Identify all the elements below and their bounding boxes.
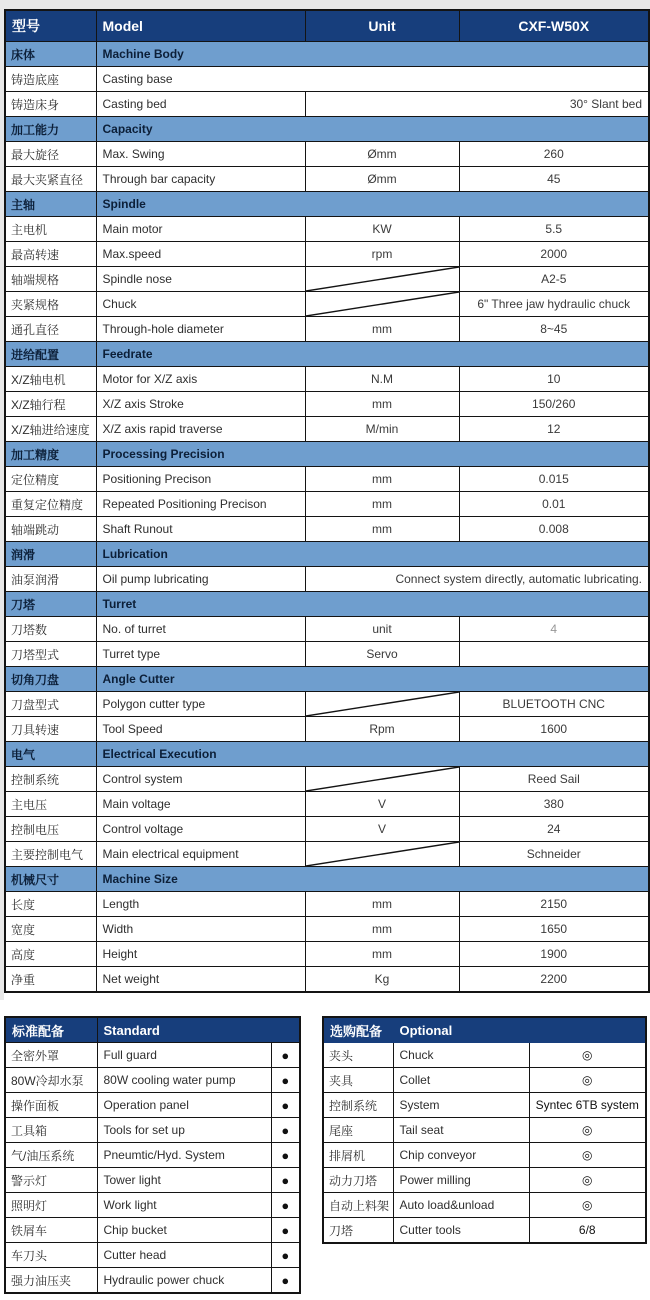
spec-row xyxy=(5,892,649,917)
spec-value: 5.5 xyxy=(459,217,649,242)
spec-label-en: Spindle nose xyxy=(96,267,305,292)
optional-item-label-cn: 刀塔 xyxy=(323,1218,393,1244)
section-row xyxy=(5,442,649,467)
spec-unit: Rpm xyxy=(305,717,459,742)
optional-header-cn: 选购配备 xyxy=(323,1017,393,1043)
spec-label-cn: 定位精度 xyxy=(5,467,96,492)
spec-value: A2-5 xyxy=(459,267,649,292)
unit-cell-diagonal xyxy=(305,842,459,867)
optional-item-label-en: Collet xyxy=(393,1068,529,1093)
unit-cell-diagonal xyxy=(305,692,459,717)
section-label-en: Angle Cutter xyxy=(96,667,649,692)
diagonal-slash-icon xyxy=(306,767,459,791)
spec-label-en: Control voltage xyxy=(96,817,305,842)
spec-unit: mm xyxy=(305,467,459,492)
standard-item-label-en: Hydraulic power chuck xyxy=(97,1268,271,1294)
optional-item-mark: ◎ xyxy=(529,1068,646,1093)
optional-item-label-cn: 动力刀塔 xyxy=(323,1168,393,1193)
spec-label-cn: 控制电压 xyxy=(5,817,96,842)
spec-label-en: Length xyxy=(96,892,305,917)
standard-item-label-en: Operation panel xyxy=(97,1093,271,1118)
spec-label-cn: 夹紧规格 xyxy=(5,292,96,317)
diagonal-slash-icon xyxy=(306,292,459,316)
section-label-en: Electrical Execution xyxy=(96,742,649,767)
section-label-en: Machine Size xyxy=(96,867,649,892)
spec-unit: Kg xyxy=(305,967,459,993)
spec-label-cn: 主要控制电气 xyxy=(5,842,96,867)
spec-value xyxy=(459,642,649,667)
spec-label-en: Chuck xyxy=(96,292,305,317)
spec-label-cn: 控制系统 xyxy=(5,767,96,792)
spec-row xyxy=(5,967,649,993)
spec-unit: Servo xyxy=(305,642,459,667)
spec-value: 2150 xyxy=(459,892,649,917)
standard-equipment-table xyxy=(4,1016,301,1294)
spec-label-cn: 刀塔型式 xyxy=(5,642,96,667)
optional-item-mark: 6/8 xyxy=(529,1218,646,1244)
optional-item-label-cn: 尾座 xyxy=(323,1118,393,1143)
spec-row xyxy=(5,67,649,92)
optional-item-label-en: Chuck xyxy=(393,1043,529,1068)
spec-row xyxy=(5,242,649,267)
spec-row xyxy=(5,692,649,717)
page-edge-strip-top xyxy=(0,0,650,9)
unit-cell-diagonal xyxy=(305,267,459,292)
spec-value: 0.008 xyxy=(459,517,649,542)
optional-item-mark: ◎ xyxy=(529,1118,646,1143)
spec-label-en: Polygon cutter type xyxy=(96,692,305,717)
optional-item-label-en: Auto load&unload xyxy=(393,1193,529,1218)
spec-value: 24 xyxy=(459,817,649,842)
spec-label-cn: 最大旋径 xyxy=(5,142,96,167)
optional-item-label-cn: 自动上料架 xyxy=(323,1193,393,1218)
spec-row xyxy=(5,942,649,967)
spec-unit: V xyxy=(305,817,459,842)
spec-row xyxy=(5,267,649,292)
header-unit-label: Unit xyxy=(305,10,459,42)
spec-value: 30° Slant bed xyxy=(305,92,649,117)
spec-unit: mm xyxy=(305,317,459,342)
spec-unit: V xyxy=(305,792,459,817)
spec-label-en: Width xyxy=(96,917,305,942)
standard-item-mark: ● xyxy=(271,1118,300,1143)
optional-item-label-en: Chip conveyor xyxy=(393,1143,529,1168)
section-row xyxy=(5,117,649,142)
spec-label-cn: 主电机 xyxy=(5,217,96,242)
standard-item-label-cn: 强力油压夹 xyxy=(5,1268,97,1294)
standard-item-label-en: Tower light xyxy=(97,1168,271,1193)
spec-unit: M/min xyxy=(305,417,459,442)
standard-item-row xyxy=(5,1118,300,1143)
standard-item-mark: ● xyxy=(271,1143,300,1168)
section-row xyxy=(5,342,649,367)
spec-label-en: Through-hole diameter xyxy=(96,317,305,342)
spec-value: 8~45 xyxy=(459,317,649,342)
optional-item-label-cn: 夹头 xyxy=(323,1043,393,1068)
standard-item-label-cn: 气/油压系统 xyxy=(5,1143,97,1168)
section-label-en: Feedrate xyxy=(96,342,649,367)
section-row xyxy=(5,42,649,67)
spec-value: Schneider xyxy=(459,842,649,867)
standard-item-row xyxy=(5,1193,300,1218)
standard-item-label-cn: 操作面板 xyxy=(5,1093,97,1118)
spec-label-en: Main motor xyxy=(96,217,305,242)
section-label-en: Turret xyxy=(96,592,649,617)
standard-item-row xyxy=(5,1143,300,1168)
standard-item-label-en: Chip bucket xyxy=(97,1218,271,1243)
standard-item-row xyxy=(5,1268,300,1294)
optional-item-row xyxy=(323,1168,646,1193)
spec-value: 380 xyxy=(459,792,649,817)
spec-unit: rpm xyxy=(305,242,459,267)
spec-unit: Ømm xyxy=(305,142,459,167)
standard-table-header-row xyxy=(5,1017,300,1043)
spec-label-en: Tool Speed xyxy=(96,717,305,742)
spec-row xyxy=(5,167,649,192)
spec-row xyxy=(5,642,649,667)
unit-cell-diagonal xyxy=(305,292,459,317)
spec-label-en: Shaft Runout xyxy=(96,517,305,542)
spec-unit: mm xyxy=(305,492,459,517)
spec-value: 150/260 xyxy=(459,392,649,417)
spec-unit: KW xyxy=(305,217,459,242)
spec-label-cn: 通孔直径 xyxy=(5,317,96,342)
spec-label-en: Net weight xyxy=(96,967,305,993)
optional-equipment-table xyxy=(322,1016,647,1244)
section-label-cn: 主轴 xyxy=(5,192,96,217)
spec-label-cn: 刀盘型式 xyxy=(5,692,96,717)
spec-value: Reed Sail xyxy=(459,767,649,792)
spec-value: 2200 xyxy=(459,967,649,993)
diagonal-slash-icon xyxy=(306,692,459,716)
spec-row xyxy=(5,917,649,942)
spec-value: 4 xyxy=(459,617,649,642)
spec-row xyxy=(5,317,649,342)
spec-label-cn: 油泵润滑 xyxy=(5,567,96,592)
optional-item-mark: ◎ xyxy=(529,1193,646,1218)
optional-table-header-row xyxy=(323,1017,646,1043)
spec-label-cn: 轴端规格 xyxy=(5,267,96,292)
standard-item-label-cn: 照明灯 xyxy=(5,1193,97,1218)
spec-unit: mm xyxy=(305,942,459,967)
spec-value: 0.01 xyxy=(459,492,649,517)
spec-label-en: Main electrical equipment xyxy=(96,842,305,867)
standard-item-row xyxy=(5,1168,300,1193)
section-label-en: Capacity xyxy=(96,117,649,142)
section-row xyxy=(5,592,649,617)
spec-row xyxy=(5,617,649,642)
standard-item-label-cn: 铁屑车 xyxy=(5,1218,97,1243)
spec-label-cn: 重复定位精度 xyxy=(5,492,96,517)
spec-label-en: Height xyxy=(96,942,305,967)
spec-label-cn: 长度 xyxy=(5,892,96,917)
header-model-value: CXF-W50X xyxy=(459,10,649,42)
section-label-en: Processing Precision xyxy=(96,442,649,467)
unit-cell-diagonal xyxy=(305,767,459,792)
spec-label-cn: X/Z轴进给速度 xyxy=(5,417,96,442)
standard-item-mark: ● xyxy=(271,1268,300,1294)
section-label-cn: 加工能力 xyxy=(5,117,96,142)
spec-label-cn: 最大夹紧直径 xyxy=(5,167,96,192)
spec-value: 45 xyxy=(459,167,649,192)
optional-item-label-cn: 排屑机 xyxy=(323,1143,393,1168)
standard-item-mark: ● xyxy=(271,1043,300,1068)
spec-row xyxy=(5,467,649,492)
standard-item-mark: ● xyxy=(271,1093,300,1118)
spec-label-cn: X/Z轴电机 xyxy=(5,367,96,392)
spec-label-en: Main voltage xyxy=(96,792,305,817)
standard-item-mark: ● xyxy=(271,1168,300,1193)
spec-value: 0.015 xyxy=(459,467,649,492)
spec-value: BLUETOOTH CNC xyxy=(459,692,649,717)
standard-item-row xyxy=(5,1043,300,1068)
spec-label-cn: 刀具转速 xyxy=(5,717,96,742)
optional-item-label-cn: 控制系统 xyxy=(323,1093,393,1118)
section-label-cn: 进给配置 xyxy=(5,342,96,367)
spec-value: 260 xyxy=(459,142,649,167)
optional-item-label-cn: 夹具 xyxy=(323,1068,393,1093)
standard-item-label-en: Pneumtic/Hyd. System xyxy=(97,1143,271,1168)
optional-item-row xyxy=(323,1218,646,1244)
standard-header-cn: 标准配备 xyxy=(5,1017,97,1043)
spec-label-cn: X/Z轴行程 xyxy=(5,392,96,417)
standard-item-label-cn: 80W冷却水泵 xyxy=(5,1068,97,1093)
spec-row xyxy=(5,842,649,867)
spec-value: 1600 xyxy=(459,717,649,742)
standard-item-label-cn: 警示灯 xyxy=(5,1168,97,1193)
spec-label-en: X/Z axis rapid traverse xyxy=(96,417,305,442)
section-row xyxy=(5,742,649,767)
standard-item-row xyxy=(5,1068,300,1093)
spec-row xyxy=(5,92,649,117)
spec-label-cn: 净重 xyxy=(5,967,96,993)
spec-unit: Ømm xyxy=(305,167,459,192)
optional-item-mark: ◎ xyxy=(529,1043,646,1068)
standard-item-label-en: Tools for set up xyxy=(97,1118,271,1143)
spec-value: Connect system directly, automatic lubricating. xyxy=(305,567,649,592)
spec-row xyxy=(5,517,649,542)
section-label-cn: 润滑 xyxy=(5,542,96,567)
spec-unit: mm xyxy=(305,892,459,917)
standard-item-row xyxy=(5,1243,300,1268)
standard-item-label-en: Full guard xyxy=(97,1043,271,1068)
spec-label-en: X/Z axis Stroke xyxy=(96,392,305,417)
spec-label-cn: 主电压 xyxy=(5,792,96,817)
section-label-en: Machine Body xyxy=(96,42,649,67)
spec-row xyxy=(5,792,649,817)
spec-unit: unit xyxy=(305,617,459,642)
spec-label-en: Motor for X/Z axis xyxy=(96,367,305,392)
header-model-label-en: Model xyxy=(96,10,305,42)
standard-item-label-en: Work light xyxy=(97,1193,271,1218)
spec-row xyxy=(5,217,649,242)
standard-item-mark: ● xyxy=(271,1243,300,1268)
optional-header-en: Optional xyxy=(393,1017,646,1043)
spec-row xyxy=(5,292,649,317)
optional-item-label-en: System xyxy=(393,1093,529,1118)
main-table-header-row xyxy=(5,10,649,42)
spec-label-en: No. of turret xyxy=(96,617,305,642)
standard-item-mark: ● xyxy=(271,1218,300,1243)
spec-row xyxy=(5,142,649,167)
spec-row xyxy=(5,417,649,442)
optional-item-row xyxy=(323,1193,646,1218)
spec-unit: mm xyxy=(305,392,459,417)
section-label-en: Spindle xyxy=(96,192,649,217)
optional-item-label-en: Tail seat xyxy=(393,1118,529,1143)
standard-item-mark: ● xyxy=(271,1068,300,1093)
section-label-cn: 机械尺寸 xyxy=(5,867,96,892)
spec-label-en: Oil pump lubricating xyxy=(96,567,305,592)
standard-item-row xyxy=(5,1093,300,1118)
spec-label-en: Max.speed xyxy=(96,242,305,267)
spec-value: 10 xyxy=(459,367,649,392)
spec-value: 2000 xyxy=(459,242,649,267)
diagonal-slash-icon xyxy=(306,842,459,866)
section-label-cn: 床体 xyxy=(5,42,96,67)
spec-row xyxy=(5,492,649,517)
optional-item-row xyxy=(323,1068,646,1093)
optional-item-label-en: Power milling xyxy=(393,1168,529,1193)
spec-label-en: Control system xyxy=(96,767,305,792)
section-label-cn: 刀塔 xyxy=(5,592,96,617)
spec-unit: mm xyxy=(305,917,459,942)
spec-label-cn: 宽度 xyxy=(5,917,96,942)
section-label-cn: 加工精度 xyxy=(5,442,96,467)
standard-item-label-cn: 工具箱 xyxy=(5,1118,97,1143)
spec-value: 12 xyxy=(459,417,649,442)
section-row xyxy=(5,542,649,567)
spec-label-en: Through bar capacity xyxy=(96,167,305,192)
spec-unit: N.M xyxy=(305,367,459,392)
standard-item-label-cn: 车刀头 xyxy=(5,1243,97,1268)
header-model-label-cn: 型号 xyxy=(5,10,96,42)
section-row xyxy=(5,192,649,217)
section-row xyxy=(5,667,649,692)
optional-item-row xyxy=(323,1118,646,1143)
spec-value: 1650 xyxy=(459,917,649,942)
spec-value: 6" Three jaw hydraulic chuck xyxy=(459,292,649,317)
optional-item-label-en: Cutter tools xyxy=(393,1218,529,1244)
standard-item-label-cn: 全密外罩 xyxy=(5,1043,97,1068)
optional-item-mark: Syntec 6TB system xyxy=(529,1093,646,1118)
spec-row xyxy=(5,567,649,592)
spec-label-en: Turret type xyxy=(96,642,305,667)
spec-label-cn: 刀塔数 xyxy=(5,617,96,642)
standard-item-row xyxy=(5,1218,300,1243)
spec-label-cn: 轴端跳动 xyxy=(5,517,96,542)
standard-item-label-en: 80W cooling water pump xyxy=(97,1068,271,1093)
standard-item-label-en: Cutter head xyxy=(97,1243,271,1268)
spec-label-cn: 高度 xyxy=(5,942,96,967)
spec-label-en: Casting bed xyxy=(96,92,305,117)
spec-value: 1900 xyxy=(459,942,649,967)
spec-row xyxy=(5,767,649,792)
optional-item-mark: ◎ xyxy=(529,1143,646,1168)
spec-label-en: Repeated Positioning Precison xyxy=(96,492,305,517)
section-label-cn: 电气 xyxy=(5,742,96,767)
diagonal-slash-icon xyxy=(306,267,459,291)
standard-header-en: Standard xyxy=(97,1017,300,1043)
spec-unit: mm xyxy=(305,517,459,542)
spec-label-cn: 铸造底座 xyxy=(5,67,96,92)
section-label-cn: 切角刀盘 xyxy=(5,667,96,692)
optional-item-row xyxy=(323,1093,646,1118)
section-label-en: Lubrication xyxy=(96,542,649,567)
spec-label-en: Positioning Precison xyxy=(96,467,305,492)
spec-row xyxy=(5,717,649,742)
spec-label-en: Casting base xyxy=(96,67,649,92)
standard-item-mark: ● xyxy=(271,1193,300,1218)
main-spec-table xyxy=(4,9,650,993)
spec-row xyxy=(5,392,649,417)
optional-item-row xyxy=(323,1143,646,1168)
spec-row xyxy=(5,367,649,392)
optional-item-row xyxy=(323,1043,646,1068)
section-row xyxy=(5,867,649,892)
optional-item-mark: ◎ xyxy=(529,1168,646,1193)
spec-label-cn: 铸造床身 xyxy=(5,92,96,117)
spec-label-cn: 最高转速 xyxy=(5,242,96,267)
spec-label-en: Max. Swing xyxy=(96,142,305,167)
spec-row xyxy=(5,817,649,842)
